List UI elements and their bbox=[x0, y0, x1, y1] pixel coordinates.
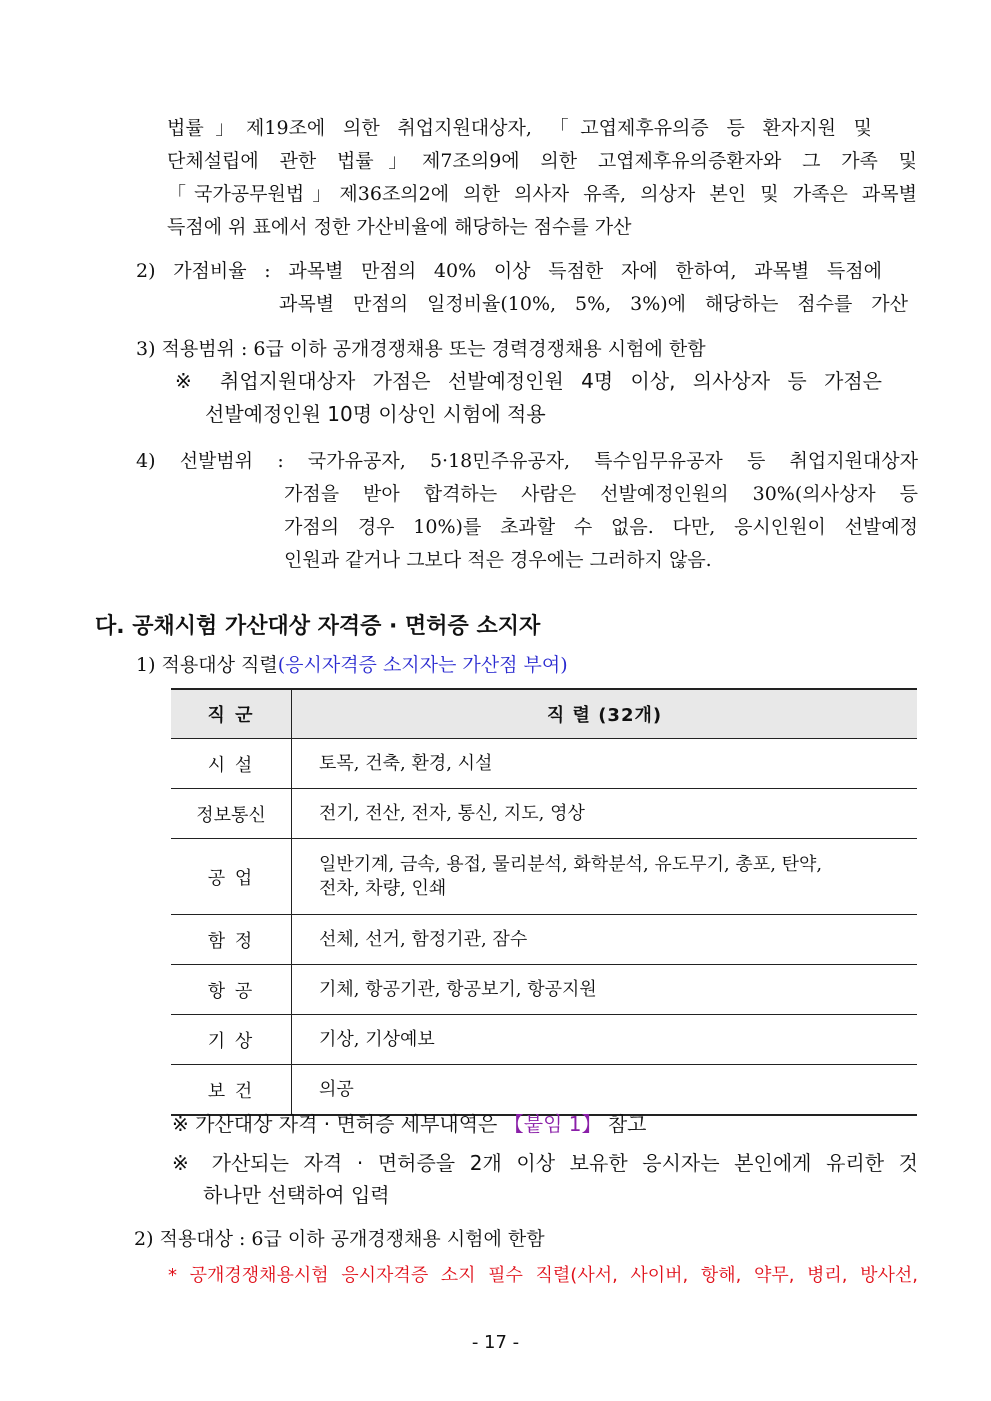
item3-note-2: 선발예정인원 10명 이상인 시험에 적용 bbox=[205, 402, 546, 426]
row-series bbox=[292, 839, 918, 915]
row-group: 함 정 bbox=[171, 915, 292, 965]
sub1-prefix: 1) 적용대상 직렬 bbox=[136, 654, 278, 676]
page-number: - 17 - bbox=[471, 1332, 520, 1353]
table-row bbox=[171, 789, 917, 839]
row-series: 의공 bbox=[292, 1065, 918, 1116]
table-row bbox=[171, 739, 917, 789]
item4-line-3: 가점의 경우 10%)를 초과할 수 없음. 다만, 응시인원이 선발예정 bbox=[284, 516, 918, 538]
note-2-line-1: ※ 가산되는 자격 · 면허증을 2개 이상 보유한 응시자는 본인에게 유리한 것 bbox=[172, 1151, 918, 1175]
table-row bbox=[171, 965, 917, 1015]
section-title: 다. 공채시험 가산대상 자격증 · 면허증 소지자 bbox=[95, 614, 541, 639]
row-group: 정보통신 bbox=[171, 789, 292, 839]
item2-line-1: 2) 가점비율 : 과목별 만점의 40% 이상 득점한 자에 한하여, 과목별 득점에 bbox=[136, 260, 882, 282]
item3-line-1: 3) 적용범위 : 6급 이하 공개경쟁채용 또는 경력경쟁채용 시험에 한함 bbox=[136, 338, 706, 360]
row-series: 기체, 항공기관, 항공보기, 항공지원 bbox=[292, 965, 918, 1015]
sub1-line bbox=[136, 653, 568, 677]
row-group: 시 설 bbox=[171, 739, 292, 789]
intro-line-1: 법률」제19조에 의한 취업지원대상자, 「고엽제후유의증 등 환자지원 및 bbox=[167, 117, 872, 139]
row-series: 전기, 전산, 전자, 통신, 지도, 영상 bbox=[292, 789, 918, 839]
header-job-group: 직 군 bbox=[171, 689, 292, 739]
note-1-prefix: ※ 가산대상 자격 · 면허증 세부내역은 bbox=[172, 1112, 504, 1136]
item3-note-1: ※ 취업지원대상자 가점은 선발예정인원 4명 이상, 의사상자 등 가점은 bbox=[175, 369, 882, 393]
note-1-suffix: 참고 bbox=[601, 1112, 647, 1136]
table-row bbox=[171, 1065, 917, 1116]
row-series: 기상, 기상예보 bbox=[292, 1015, 918, 1065]
sub1-paren: (응시자격증 소지자는 가산점 부여) bbox=[277, 654, 568, 676]
item4-line-4: 인원과 같거나 그보다 적은 경우에는 그러하지 않음. bbox=[284, 549, 712, 571]
row-series-line-2: 전차, 차량, 인쇄 bbox=[319, 877, 447, 899]
table-header-row bbox=[171, 689, 917, 739]
item2-line-2: 과목별 만점의 일정비율(10%, 5%, 3%)에 해당하는 점수를 가산 bbox=[279, 293, 908, 315]
note-1-ref: 【붙임 1】 bbox=[503, 1112, 602, 1136]
sub2-line: 2) 적용대상 : 6급 이하 공개경쟁채용 시험에 한함 bbox=[134, 1228, 545, 1250]
intro-line-3: 「국가공무원법」제36조의2에 의한 의사자 유족, 의상자 본인 및 가족은 과목별 bbox=[167, 183, 917, 205]
note-2-line-2: 하나만 선택하여 입력 bbox=[203, 1183, 390, 1207]
row-group: 공 업 bbox=[171, 839, 292, 915]
intro-line-2: 단체설립에 관한 법률」제7조의9에 의한 고엽제후유의증환자와 그 가족 및 bbox=[167, 150, 917, 172]
table-row bbox=[171, 1015, 917, 1065]
table-row bbox=[171, 839, 917, 915]
table-row bbox=[171, 915, 917, 965]
row-series-line-1: 일반기계, 금속, 용접, 물리분석, 화학분석, 유도무기, 총포, 탄약, bbox=[319, 853, 823, 875]
intro-line-4: 득점에 위 표에서 정한 가산비율에 해당하는 점수를 가산 bbox=[167, 216, 632, 238]
header-job-series: 직 렬 (32개) bbox=[292, 689, 918, 739]
item4-line-2: 가점을 받아 합격하는 사람은 선발예정인원의 30%(의사상자 등 bbox=[284, 483, 918, 505]
note-1 bbox=[172, 1112, 646, 1136]
row-group: 기 상 bbox=[171, 1015, 292, 1065]
row-series: 토목, 건축, 환경, 시설 bbox=[292, 739, 918, 789]
row-group: 항 공 bbox=[171, 965, 292, 1015]
item4-line-1: 4) 선발범위 : 국가유공자, 5·18민주유공자, 특수임무유공자 등 취업지원대상자 bbox=[136, 450, 918, 472]
row-series: 선체, 선거, 함정기관, 잠수 bbox=[292, 915, 918, 965]
row-group: 보 건 bbox=[171, 1065, 292, 1116]
job-series-table bbox=[171, 688, 917, 1116]
red-note: * 공개경쟁채용시험 응시자격증 소지 필수 직렬(사서, 사이버, 항해, 약무, 병리, 방사선, bbox=[168, 1265, 918, 1286]
